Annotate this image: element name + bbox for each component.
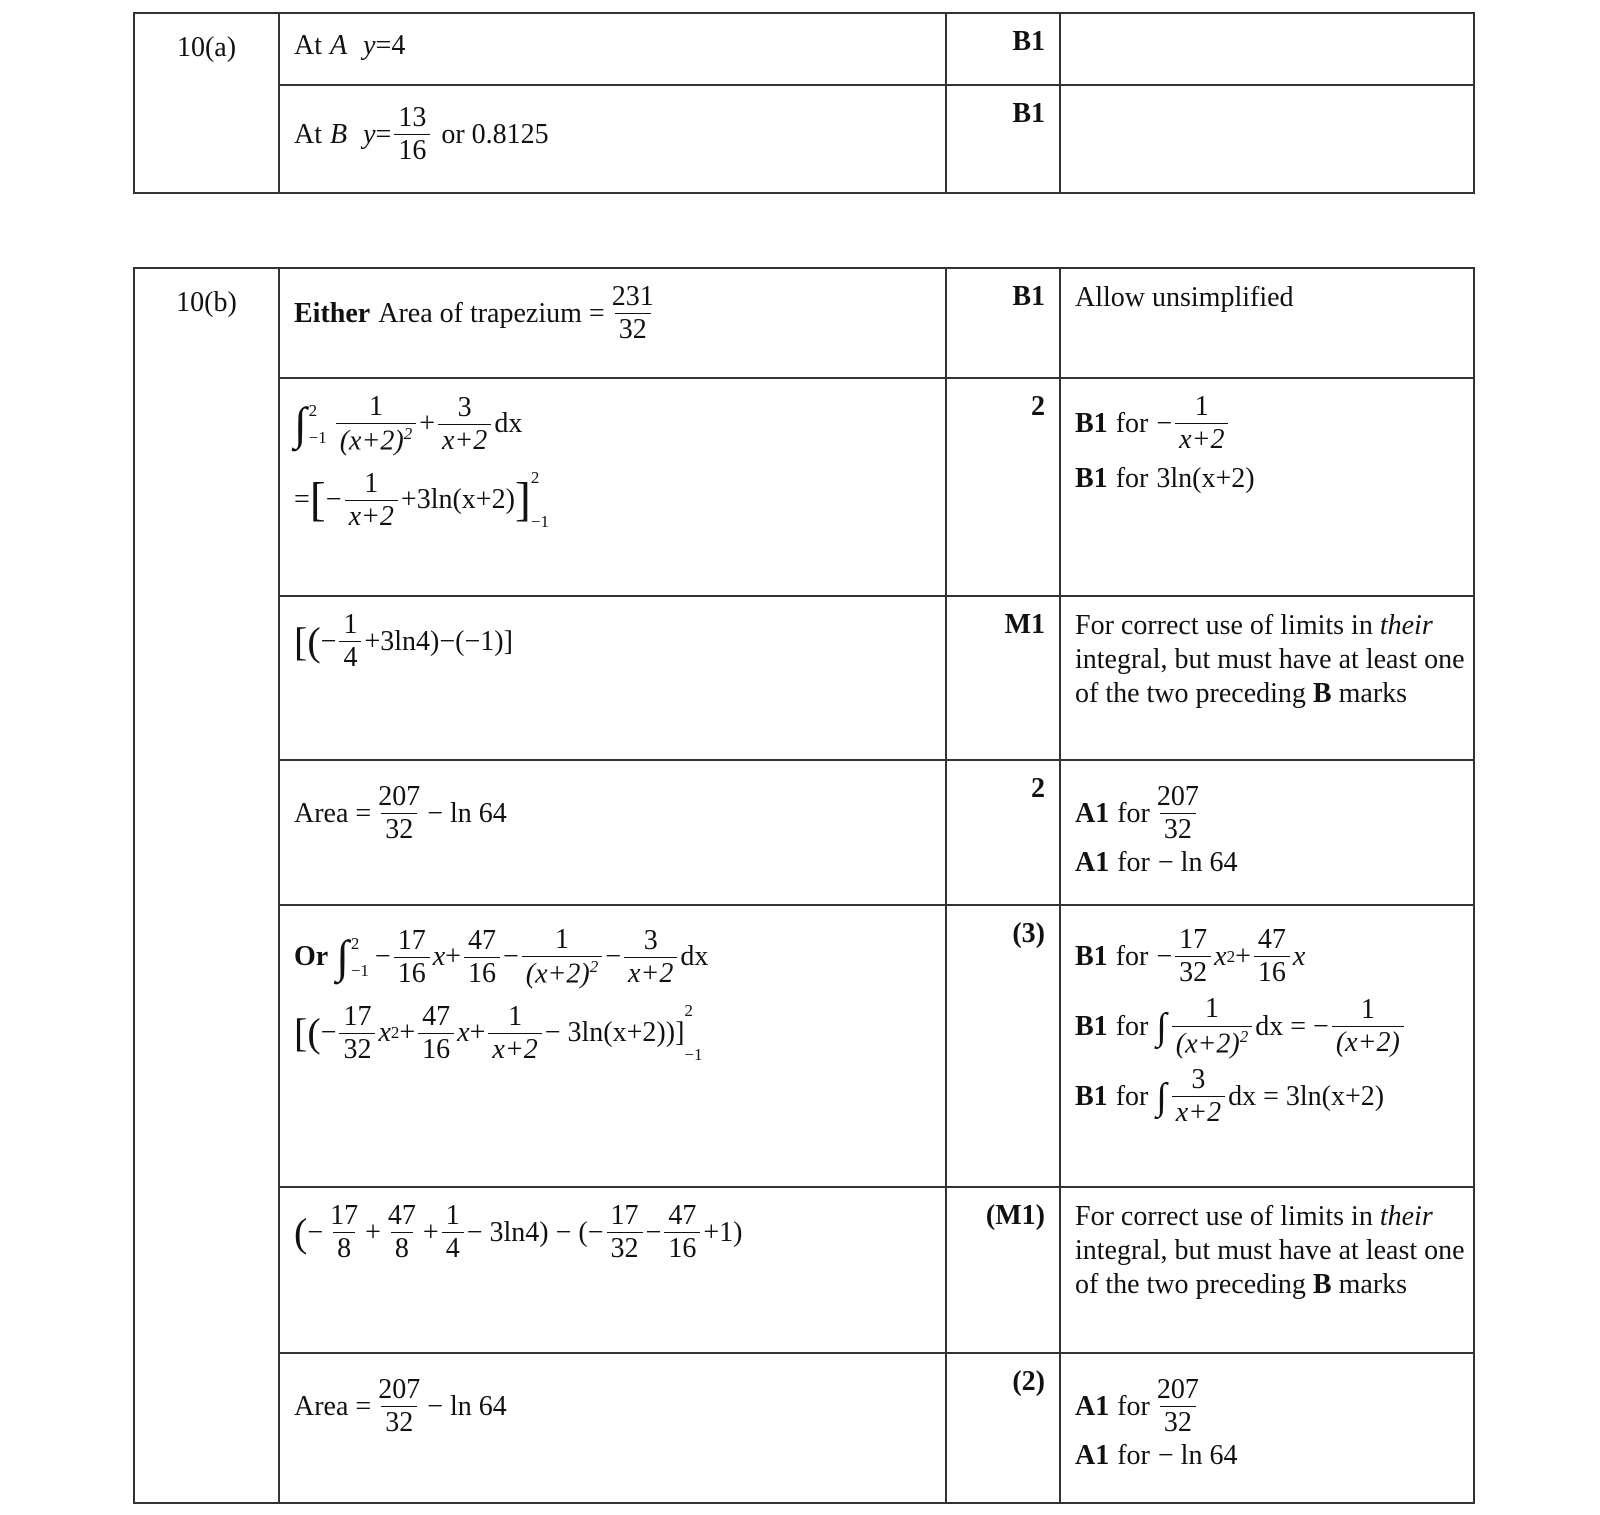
- fraction: $\frac{17}{32}$: [339, 1001, 375, 1066]
- answer-cell: Area = $\frac{207}{32}$ − ln 64: [279, 1353, 946, 1503]
- fraction: $\frac{17}{32}$: [1175, 924, 1211, 989]
- fraction: $\frac{13}{16}$: [394, 102, 430, 167]
- fraction: $\frac{3}{x+2}$: [624, 925, 677, 990]
- table-row: [134, 760, 1474, 905]
- guidance-cell: [1060, 13, 1474, 85]
- mark-scheme-table-10a: [133, 12, 1475, 194]
- mark-cell: 2: [946, 760, 1060, 905]
- fraction: $\frac{17}{8}$: [330, 1200, 359, 1265]
- table-row: [134, 905, 1474, 1187]
- fraction: $\frac{231}{32}$: [611, 281, 654, 346]
- fraction: $\frac{47}{16}$: [1254, 924, 1290, 989]
- answer-cell: At A y = 4: [279, 13, 946, 85]
- table-row: [134, 85, 1474, 193]
- mark-cell: B1: [946, 85, 1060, 193]
- integral-sign: ∫: [336, 931, 349, 983]
- fraction: $\frac{1}{(x+2)^2}$: [522, 924, 602, 991]
- guidance-cell: For correct use of limits in their integral, but must have at least one of the two preceding B marks: [1060, 1187, 1474, 1353]
- integral-sign: ∫: [1156, 1005, 1167, 1048]
- guidance-cell: Allow unsimplified: [1060, 268, 1474, 378]
- table-row: [134, 1187, 1474, 1353]
- fraction: $\frac{1}{(x+2)^2}$: [1172, 993, 1252, 1060]
- mark-cell: (3): [946, 905, 1060, 1187]
- fraction: $\frac{17}{16}$: [394, 925, 430, 990]
- answer-cell: At B y = $\frac{13}{16}$ or 0.8125: [279, 85, 946, 193]
- answer-cell: Or ∫ 2 −1 − $\frac{17}{16}$ x + $\frac{47}{16}$ − $\frac{1}{(x+2)^2}$ − $\frac{3}{x+2}$ dx [( − $\frac{17}{32}$ x 2 + $\frac{47}{16}$ x + $\frac{1}{x+2}$ − 3ln(x+2))] 2 −1: [279, 905, 946, 1187]
- guidance-cell: For correct use of limits in their integral, but must have at least one of the two preceding B marks: [1060, 596, 1474, 760]
- fraction: $\frac{1}{4}$: [442, 1200, 464, 1265]
- answer-cell: Area = $\frac{207}{32}$ − ln 64: [279, 760, 946, 905]
- guidance-cell: B1 for − $\frac{17}{32}$ x 2 + $\frac{47}{16}$ x B1 for ∫ $\frac{1}{(x+2)^2}$ dx = − $\frac{1}{(x+2)}$ B1 for ∫ $\frac{3}{x+2}$ dx = 3ln(x+2): [1060, 905, 1474, 1187]
- fraction: $\frac{47}{16}$: [418, 1001, 454, 1066]
- table-row: [134, 596, 1474, 760]
- fraction: $\frac{207}{32}$: [1156, 781, 1199, 846]
- mark-cell: 2: [946, 378, 1060, 596]
- fraction: $\frac{1}{(x+2)^2}$: [336, 391, 416, 458]
- mark-cell: (2): [946, 1353, 1060, 1503]
- answer-cell: ( − $\frac{17}{8}$ + $\frac{47}{8}$ + $\frac{1}{4}$ − 3ln4) − ( − $\frac{17}{32}$ − $\frac{47}{16}$ +1): [279, 1187, 946, 1353]
- fraction: $\frac{17}{32}$: [607, 1200, 643, 1265]
- guidance-cell: B1 for − $\frac{1}{x+2}$ B1 for 3ln(x+2): [1060, 378, 1474, 596]
- fraction: $\frac{47}{16}$: [464, 925, 500, 990]
- fraction: $\frac{207}{32}$: [378, 781, 421, 846]
- table-row: [134, 1353, 1474, 1503]
- fraction: $\frac{207}{32}$: [378, 1374, 421, 1439]
- table-row: [134, 378, 1474, 596]
- fraction: $\frac{47}{8}$: [387, 1200, 416, 1265]
- guidance-cell: A1 for $\frac{207}{32}$ A1 for − ln 64: [1060, 1353, 1474, 1503]
- fraction: $\frac{47}{16}$: [664, 1200, 700, 1265]
- question-number: 10(b): [134, 268, 279, 378]
- mark-cell: B1: [946, 13, 1060, 85]
- guidance-cell: A1 for $\frac{207}{32}$ A1 for − ln 64: [1060, 760, 1474, 905]
- mark-cell: (M1): [946, 1187, 1060, 1353]
- table-row: [134, 268, 1474, 378]
- fraction: $\frac{1}{x+2}$: [345, 468, 398, 533]
- answer-cell: Either Area of trapezium = $\frac{231}{32}$: [279, 268, 946, 378]
- question-number: 10(a): [134, 13, 279, 85]
- fraction: $\frac{3}{x+2}$: [1172, 1064, 1225, 1129]
- integral-sign: ∫: [294, 398, 307, 450]
- integral-sign: ∫: [1156, 1075, 1167, 1118]
- mark-scheme-table-10b: [133, 267, 1475, 1504]
- table-row: [134, 13, 1474, 85]
- fraction: $\frac{1}{x+2}$: [1175, 391, 1228, 456]
- answer-cell: ∫ 2 −1 $\frac{1}{(x+2)^2}$ + $\frac{3}{x+2}$ dx = [ − $\frac{1}{x+2}$ +3ln(x+2) ] 2 −1: [279, 378, 946, 596]
- guidance-cell: [1060, 85, 1474, 193]
- mark-cell: M1: [946, 596, 1060, 760]
- fraction: $\frac{3}{x+2}$: [438, 392, 491, 457]
- fraction: $\frac{1}{4}$: [339, 609, 361, 674]
- fraction: $\frac{207}{32}$: [1156, 1374, 1199, 1439]
- mark-cell: B1: [946, 268, 1060, 378]
- answer-cell: [( − $\frac{1}{4}$ +3ln4)−(−1)]: [279, 596, 946, 760]
- fraction: $\frac{1}{x+2}$: [488, 1001, 541, 1066]
- fraction: $\frac{1}{(x+2)}$: [1332, 994, 1404, 1059]
